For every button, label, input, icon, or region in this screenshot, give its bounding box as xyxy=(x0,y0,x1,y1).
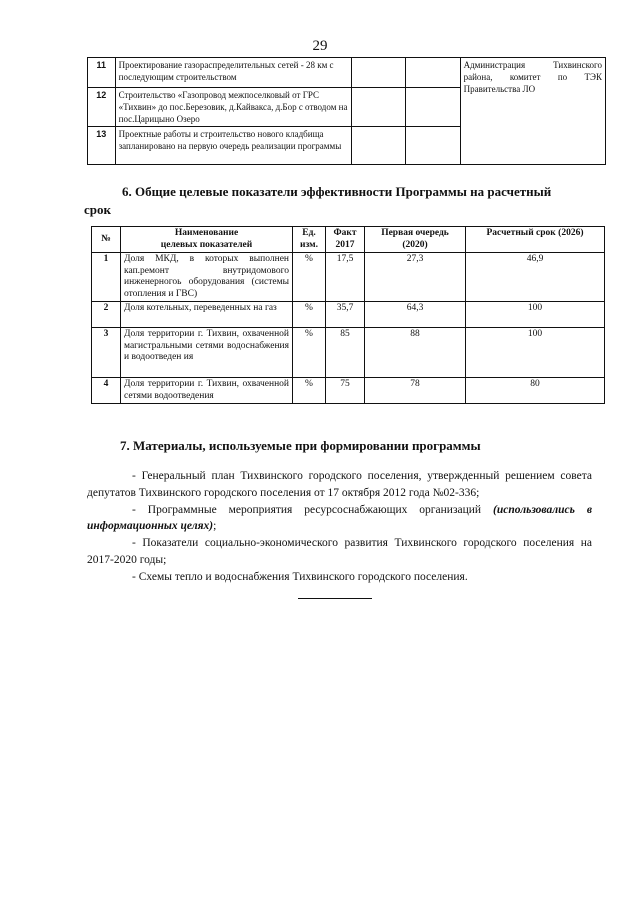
indicator-unit: % xyxy=(293,253,326,302)
empty-cell xyxy=(406,58,460,88)
indicator-name: Доля котельных, переведенных на газ xyxy=(121,302,293,328)
row-number: 12 xyxy=(88,88,116,127)
header-name xyxy=(121,227,293,253)
list-item-text: - Программные мероприятия ресурсоснабжающих организаций xyxy=(132,503,493,516)
section-7-heading: 7. Материалы, используемые при формировании программы xyxy=(120,438,481,453)
section-6-line2: срок xyxy=(84,202,111,217)
end-divider xyxy=(298,598,372,599)
indicator-name: Доля МКД, в которых выполнен кап.ремонт внутридомового инженерногоь оборудования (системы отопления и ГВС) xyxy=(121,253,293,302)
header-num: № xyxy=(92,227,121,253)
table-row xyxy=(92,253,605,302)
header-fact xyxy=(326,227,365,253)
page-number: 29 xyxy=(312,38,328,54)
indicator-first-stage: 64,3 xyxy=(365,302,466,328)
row-number: 11 xyxy=(88,58,116,88)
list-item: - Схемы тепло и водоснабжения Тихвинского городского поселения. xyxy=(132,570,468,583)
empty-cell xyxy=(406,88,460,127)
header-first-stage xyxy=(365,227,466,253)
indicator-target: 100 xyxy=(466,302,605,328)
indicator-fact: 75 xyxy=(326,378,365,404)
materials-list xyxy=(87,468,592,586)
empty-cell xyxy=(406,127,460,165)
section-6-line1: 6. Общие целевые показатели эффективности Программы на расчетный xyxy=(122,184,552,199)
indicator-name: Доля территории г. Тихвин, охваченной сетями водоотведения xyxy=(121,378,293,404)
indicator-target: 46,9 xyxy=(466,253,605,302)
list-item-note: (использовались в информационных целях) xyxy=(87,503,592,533)
header-first-line2: (2020) xyxy=(402,239,428,250)
empty-cell xyxy=(352,58,406,88)
indicator-first-stage: 88 xyxy=(365,328,466,378)
header-fact-line1: Факт xyxy=(333,228,357,238)
indicator-fact: 17,5 xyxy=(326,253,365,302)
list-item: - Показатели социально-экономического развития Тихвинского городского поселения на 2017-2020 годы; xyxy=(87,537,592,566)
project-description: Проектирование газораспределительных сетей - 28 км с последующим строительством xyxy=(115,58,351,88)
list-item xyxy=(87,502,592,536)
indicator-name: Доля территории г. Тихвин, охваченной магистральными сетями водоснабжения и водоотведен ия xyxy=(121,328,293,378)
indicator-fact: 85 xyxy=(326,328,365,378)
row-number: 13 xyxy=(88,127,116,165)
indicator-first-stage: 27,3 xyxy=(365,253,466,302)
projects-table xyxy=(87,57,606,165)
header-unit-line2: изм. xyxy=(299,239,318,250)
indicator-unit: % xyxy=(293,328,326,378)
row-number: 2 xyxy=(92,302,121,328)
header-target: Расчетный срок (2026) xyxy=(466,227,605,253)
section-6-heading xyxy=(84,183,594,219)
row-number: 4 xyxy=(92,378,121,404)
table-row xyxy=(92,378,605,404)
indicator-fact: 35,7 xyxy=(326,302,365,328)
responsible-party: Администрация Тихвинского района, комитет по ТЭК Правительства ЛО xyxy=(460,58,605,165)
empty-cell xyxy=(352,88,406,127)
table-row xyxy=(92,302,605,328)
row-number: 1 xyxy=(92,253,121,302)
indicator-first-stage: 78 xyxy=(365,378,466,404)
project-description: Строительство «Газопровод межпоселковый от ГРС «Тихвин» до пос.Березовик, д.Кайвакса, д.Бор с отводом на пос.Царицыно Озеро xyxy=(115,88,351,127)
row-number: 3 xyxy=(92,328,121,378)
indicator-target: 80 xyxy=(466,378,605,404)
table-header-row xyxy=(92,227,605,253)
header-fact-line2: 2017 xyxy=(335,239,355,250)
header-unit xyxy=(293,227,326,253)
list-item-punct: ; xyxy=(213,520,217,533)
header-name-line2: целевых показателей xyxy=(160,239,253,250)
header-unit-line1: Ед. xyxy=(302,228,316,238)
header-first-line1: Первая очередь xyxy=(381,228,449,238)
header-name-line1: Наименование xyxy=(174,228,239,238)
table-row xyxy=(92,328,605,378)
list-item: - Генеральный план Тихвинского городского поселения, утвержденный решением совета депутатов Тихвинского городского поселения от 17 октября 2012 года №02-336; xyxy=(87,470,592,499)
indicator-unit: % xyxy=(293,302,326,328)
indicator-target: 100 xyxy=(466,328,605,378)
indicator-unit: % xyxy=(293,378,326,404)
project-description: Проектные работы и строительство нового кладбища запланировано на первую очередь реализации программы xyxy=(115,127,351,165)
indicators-table xyxy=(91,226,605,404)
empty-cell xyxy=(352,127,406,165)
table-row xyxy=(88,58,606,88)
